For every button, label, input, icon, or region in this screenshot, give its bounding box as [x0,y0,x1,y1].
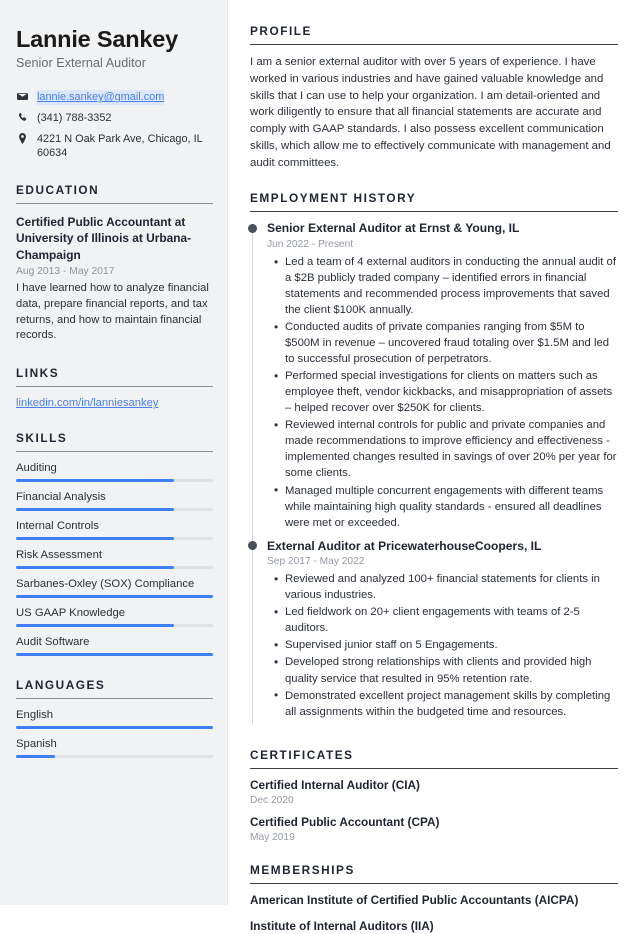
employment-timeline [250,221,618,727]
job-bullet: • Developed strong relationships with clients and provided high quality service that resulted in 95% retention rate. [285,654,618,686]
job-date: Jun 2022 - Present [267,239,354,251]
job-role: External Auditor at PricewaterhouseCoopers, IL [267,538,542,553]
section-title-education: EDUCATION [16,183,100,198]
link-item[interactable] [16,397,213,409]
section-memberships [250,863,618,934]
phone-icon [16,111,29,123]
section-employment-history [250,191,618,727]
divider [250,768,618,769]
skill-level-bar [16,726,213,729]
contact-list [16,90,213,161]
employment-entry [250,221,618,538]
divider [16,386,213,387]
skill-item [16,462,213,482]
divider [16,203,213,204]
skill-label: Spanish [16,738,57,751]
contact-phone [16,111,213,126]
skills-list [16,462,213,656]
linkedin-link[interactable]: linkedin.com/in/lanniesankey [16,397,159,410]
skill-level-fill [16,537,174,540]
contact-phone-text: (341) 788-3352 [37,112,112,125]
contact-address [16,132,213,161]
skill-level-bar [16,508,213,511]
job-date: Sep 2017 - May 2022 [267,556,365,568]
education-degree: Certified Public Accountant at University of Illinois at Urbana-Champaign [16,215,192,262]
section-languages [16,678,213,758]
skill-level-fill [16,624,174,627]
sidebar [0,0,228,905]
skill-label: Audit Software [16,636,90,649]
location-pin-icon [16,132,29,144]
contact-email-link[interactable]: lannie.sankey@gmail.com [37,91,165,104]
skill-level-bar [16,624,213,627]
memberships-list [250,893,618,934]
job-bullet: • Led a team of 4 external auditors in conducting the annual audit of a $2B publicly traded company – identified errors in financial statements and recommended process improvements that saved the client $100K annually. [285,254,618,318]
skill-label: Sarbanes-Oxley (SOX) Compliance [16,578,195,591]
job-bullet: • Supervised junior staff on 5 Engagements. [285,637,618,653]
skill-label: Internal Controls [16,520,99,533]
divider [250,44,618,45]
certificate-item [250,815,618,843]
education-date: Aug 2013 - May 2017 [16,265,115,277]
job-bullet-list [267,571,618,719]
section-title-certificates: CERTIFICATES [250,747,354,762]
languages-list [16,709,213,758]
skill-label: US GAAP Knowledge [16,607,126,620]
skill-level-bar [16,566,213,569]
skill-level-fill [16,566,174,569]
skill-label: English [16,709,54,722]
timeline-dot-icon [248,224,257,233]
membership-item: Institute of Internal Auditors (IIA) [250,918,434,933]
education-description: I have learned how to analyze financial data, prepare financial reports, and tax returns, and how to maintain financial records. [16,281,209,342]
skill-label: Risk Assessment [16,549,103,562]
section-profile [250,24,618,171]
section-title-skills: SKILLS [16,431,68,446]
skill-item [16,491,213,511]
divider [16,698,213,699]
skill-level-fill [16,726,213,729]
job-bullet: • Managed multiple concurrent engagements with different teams while maintaining high quality standards - ensured all deadlines were met or exceeded. [285,483,618,531]
timeline-dot-icon [248,541,257,550]
skill-item [16,578,213,598]
skill-level-bar [16,479,213,482]
main-content [228,0,640,933]
candidate-job-title: Senior External Auditor [16,56,146,71]
certificate-item [250,778,618,806]
certificate-date: May 2019 [250,832,295,844]
skill-level-fill [16,595,213,598]
section-title-employment: EMPLOYMENT HISTORY [250,191,417,206]
skill-level-bar [16,537,213,540]
certificate-name: Certified Public Accountant (CPA) [250,814,440,829]
certificate-date: Dec 2020 [250,794,294,806]
skill-level-bar [16,653,213,656]
skill-level-fill [16,755,55,758]
skill-level-bar [16,595,213,598]
job-bullet: • Reviewed internal controls for public and private companies and made recommendations to improve efficiency and effectiveness - implemented changes resulted in savings of over 20% per year for some clients. [285,417,618,481]
candidate-name: Lannie Sankey [16,26,178,52]
job-bullet: • Demonstrated excellent project management skills by completing all assignments within the budgeted time and resources. [285,688,618,720]
section-title-memberships: MEMBERSHIPS [250,863,355,878]
skill-label: Financial Analysis [16,491,106,504]
skill-item [16,709,213,729]
skill-level-bar [16,755,213,758]
divider [250,883,618,884]
certificates-list [250,778,618,844]
section-certificates [250,748,618,844]
job-bullet-list [267,254,618,531]
section-skills [16,431,213,656]
membership-item: American Institute of Certified Public Accountants (AICPA) [250,893,579,908]
skill-item [16,738,213,758]
skill-item [16,520,213,540]
employment-entry [250,539,618,728]
profile-text: I am a senior external auditor with over 5 years of experience. I have worked in various industries and have gained valuable knowledge and skills that I can use to help your organization. I am detail-oriented and work diligently to ensure that all financial statements are accurate and comply with GAAP standards. I also possess excellent communication skills, which allow me to effectively communicate with management and audit committees. [250,56,611,169]
job-bullet: • Led fieldwork on 20+ client engagements with teams of 2-5 auditors. [285,604,618,636]
divider [250,211,618,212]
skill-level-fill [16,653,213,656]
section-title-profile: PROFILE [250,24,312,38]
skill-item [16,549,213,569]
skill-level-fill [16,479,174,482]
job-bullet: • Performed special investigations for clients on matters such as employee theft, vendor kickbacks, and misappropriation of assets – helped recover over $250K for clients. [285,368,618,416]
certificate-name: Certified Internal Auditor (CIA) [250,777,420,792]
job-bullet: • Conducted audits of private companies ranging from $5M to $500M in revenue – uncovered fraud totaling over $1.5M and led to successful prosecution of perpetrators. [285,319,618,367]
skill-item [16,607,213,627]
contact-email[interactable] [16,90,213,105]
divider [16,451,213,452]
section-title-links: LINKS [16,366,60,381]
contact-address-text: 4221 N Oak Park Ave, Chicago, IL 60634 [37,132,203,160]
skill-level-fill [16,508,174,511]
skill-item [16,636,213,656]
section-education [16,183,213,344]
job-role: Senior External Auditor at Ernst & Young, IL [267,221,520,236]
skill-label: Auditing [16,462,57,475]
section-title-languages: LANGUAGES [16,678,106,693]
job-bullet: • Reviewed and analyzed 100+ financial statements for clients in various industries. [285,571,618,603]
section-links [16,366,213,409]
envelope-icon [16,90,29,102]
